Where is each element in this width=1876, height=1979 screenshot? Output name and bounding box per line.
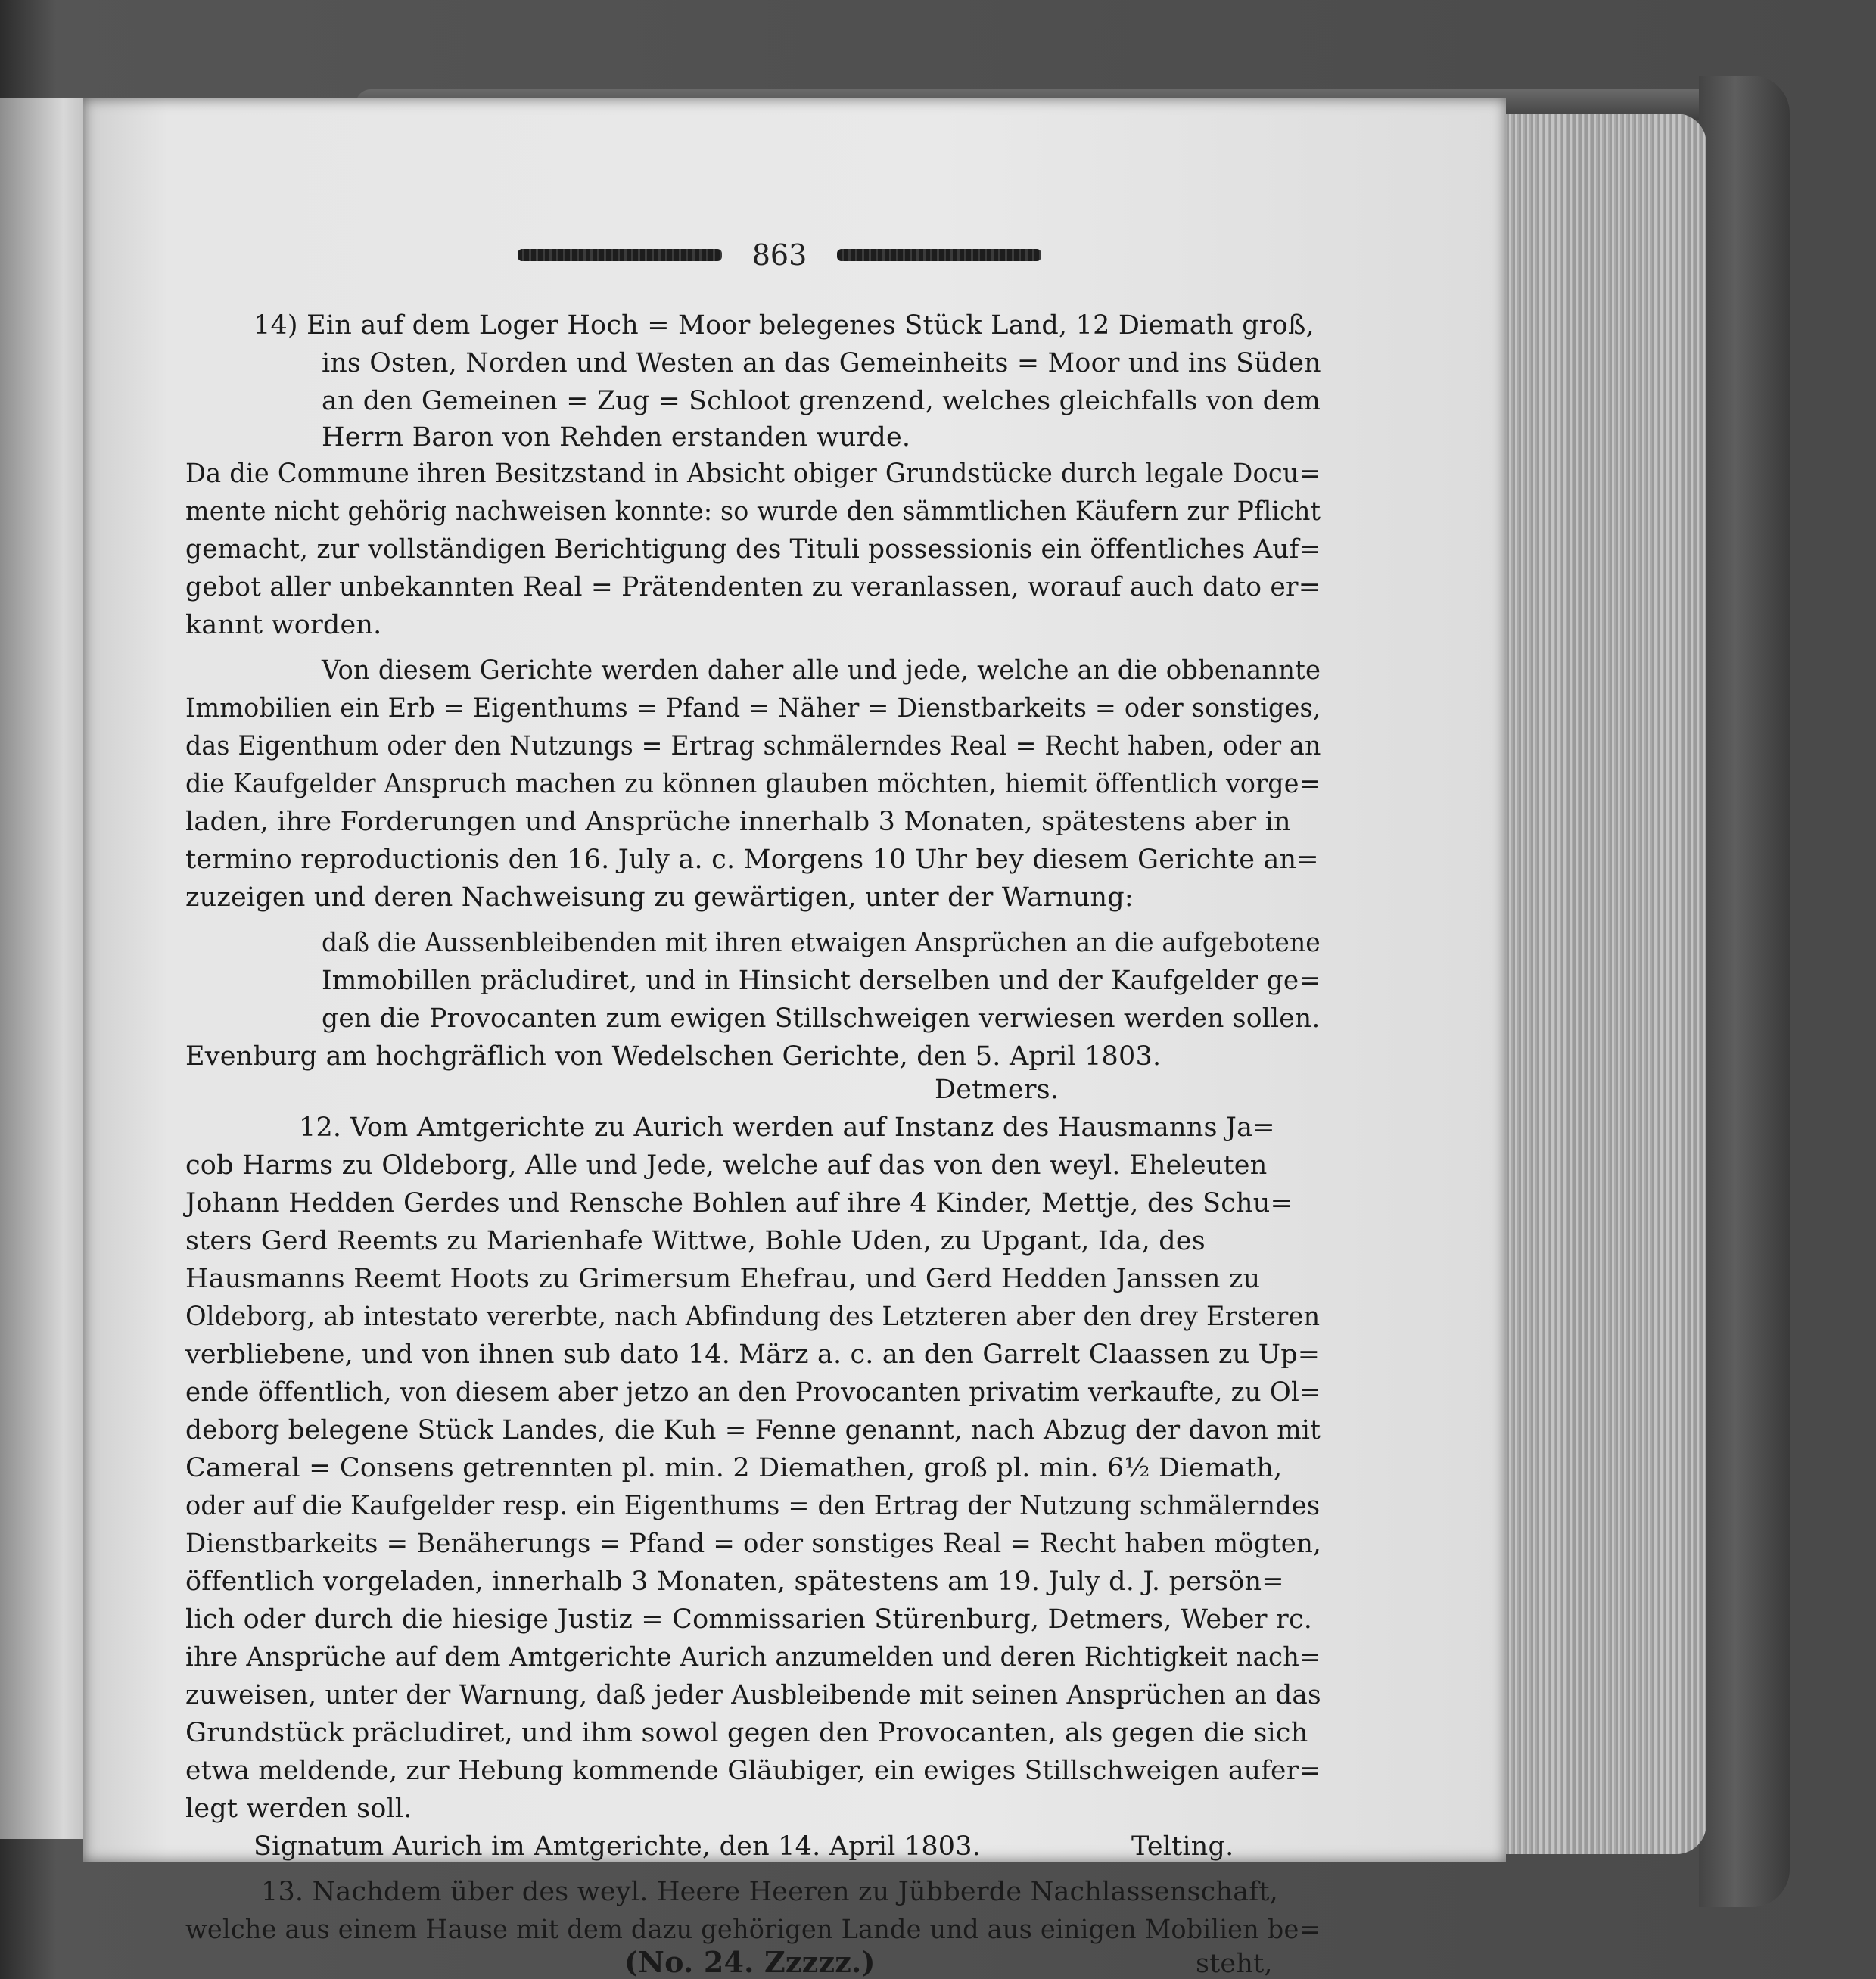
text-line: Signatum Aurich im Amtgerichte, den 14. April 1803. bbox=[254, 1831, 982, 1862]
page-header bbox=[499, 236, 1059, 274]
text-line: gebot aller unbekannten Real = Prätendenten zu veranlassen, worauf auch dato er= bbox=[185, 572, 1321, 602]
text-line: 14) Ein auf dem Loger Hoch = Moor belegenes Stück Land, 12 Diemath groß, bbox=[254, 310, 1314, 341]
text-line: oder auf die Kaufgelder resp. ein Eigenthums = den Ertrag der Nutzung schmälerndes bbox=[185, 1491, 1321, 1521]
catchword: steht, bbox=[1196, 1949, 1273, 1979]
text-line: an den Gemeinen = Zug = Schloot grenzend, welches gleichfalls von dem bbox=[322, 386, 1321, 416]
page-edges bbox=[1495, 114, 1706, 1854]
text-line: gemacht, zur vollständigen Berichtigung des Tituli possessionis ein öffentliches Auf= bbox=[185, 534, 1321, 565]
text-line: Von diesem Gerichte werden daher alle und jede, welche an die obbenannte bbox=[322, 655, 1321, 686]
text-line: zuweisen, unter der Warnung, daß jeder Ausbleibende mit seinen Ansprüchen an das bbox=[185, 1680, 1321, 1710]
text-line: sters Gerd Reemts zu Marienhafe Wittwe, Bohle Uden, zu Upgant, Ida, des bbox=[185, 1226, 1206, 1256]
text-line: verbliebene, und von ihnen sub dato 14. März a. c. an den Garrelt Claassen zu Up= bbox=[185, 1340, 1321, 1370]
text-line: lich oder durch die hiesige Justiz = Commissarien Stürenburg, Detmers, Weber rc. bbox=[185, 1604, 1313, 1635]
text-line: zuzeigen und deren Nachweisung zu gewärtigen, unter der Warnung: bbox=[185, 882, 1134, 913]
text-line: laden, ihre Forderungen und Ansprüche innerhalb 3 Monaten, spätestens aber in bbox=[185, 807, 1291, 837]
signature-detmers: Detmers. bbox=[935, 1075, 1059, 1105]
signature-mark: (No. 24. Zzzzz.) bbox=[624, 1945, 876, 1979]
header-rule-right bbox=[837, 249, 1041, 261]
text-line: Dienstbarkeits = Benäherungs = Pfand = oder sonstiges Real = Recht haben mögten, bbox=[185, 1529, 1322, 1559]
text-line: die Kaufgelder Anspruch machen zu können glauben möchten, hiemit öffentlich vorge= bbox=[185, 769, 1321, 799]
text-line: Hausmanns Reemt Hoots zu Grimersum Ehefrau, und Gerd Hedden Janssen zu bbox=[185, 1264, 1261, 1294]
text-line: mente nicht gehörig nachweisen konnte: so wurde den sämmtlichen Käufern zur Pflicht bbox=[185, 496, 1321, 527]
text-line: Immobillen präcludiret, und in Hinsicht derselben und der Kaufgelder ge= bbox=[322, 966, 1321, 996]
text-line: öffentlich vorgeladen, innerhalb 3 Monaten, spätestens am 19. July d. J. persön= bbox=[185, 1567, 1284, 1597]
text-line: Johann Hedden Gerdes und Rensche Bohlen auf ihre 4 Kinder, Mettje, des Schu= bbox=[185, 1188, 1293, 1218]
text-line: das Eigenthum oder den Nutzungs = Ertrag schmälerndes Real = Recht haben, oder an bbox=[185, 731, 1321, 761]
text-line: kannt worden. bbox=[185, 610, 382, 640]
text-line: deborg belegene Stück Landes, die Kuh = Fenne genannt, nach Abzug der davon mit bbox=[185, 1415, 1321, 1445]
text-line: Evenburg am hochgräflich von Wedelschen Gerichte, den 5. April 1803. bbox=[185, 1041, 1162, 1072]
text-line: Grundstück präcludiret, und ihm sowol gegen den Provocanten, als gegen die sich bbox=[185, 1718, 1308, 1748]
text-line: ihre Ansprüche auf dem Amtgerichte Aurich anzumelden und deren Richtigkeit nach= bbox=[185, 1642, 1321, 1673]
text-line: etwa meldende, zur Hebung kommende Gläubiger, ein ewiges Stillschweigen aufer= bbox=[185, 1756, 1321, 1786]
text-line: cob Harms zu Oldeborg, Alle und Jede, welche auf das von den weyl. Eheleuten bbox=[185, 1150, 1268, 1181]
text-line: gen die Provocanten zum ewigen Stillschweigen verwiesen werden sollen. bbox=[322, 1004, 1321, 1034]
header-rule-left bbox=[518, 249, 722, 261]
text-line: Immobilien ein Erb = Eigenthums = Pfand = Näher = Dienstbarkeits = oder sonstiges, bbox=[185, 693, 1321, 723]
text-line: Da die Commune ihren Besitzstand in Absicht obiger Grundstücke durch legale Docu= bbox=[185, 459, 1321, 489]
text-line: 12. Vom Amtgerichte zu Aurich werden auf Instanz des Hausmanns Ja= bbox=[299, 1112, 1275, 1143]
text-line: daß die Aussenbleibenden mit ihren etwaigen Ansprüchen an die aufgebotene bbox=[322, 928, 1321, 958]
signature-telting: Telting. bbox=[1131, 1831, 1234, 1862]
text-line: termino reproductionis den 16. July a. c. Morgens 10 Uhr bey diesem Gerichte an= bbox=[185, 845, 1319, 875]
text-line: Herrn Baron von Rehden erstanden wurde. bbox=[322, 422, 911, 453]
text-line: welche aus einem Hause mit dem dazu gehörigen Lande und aus einigen Mobilien be= bbox=[185, 1915, 1321, 1945]
page-number: 863 bbox=[751, 238, 807, 272]
text-line: 13. Nachdem über des weyl. Heere Heeren zu Jübberde Nachlassenschaft, bbox=[261, 1877, 1279, 1907]
text-line: ins Osten, Norden und Westen an das Gemeinheits = Moor und ins Süden bbox=[322, 348, 1321, 378]
text-line: legt werden soll. bbox=[185, 1794, 412, 1824]
left-page-edge bbox=[0, 98, 91, 1839]
text-line: ende öffentlich, von diesem aber jetzo an den Provocanten privatim verkaufte, zu Ol= bbox=[185, 1377, 1321, 1408]
book-cover-right bbox=[1699, 76, 1790, 1907]
text-line: Cameral = Consens getrennten pl. min. 2 Diemathen, groß pl. min. 6½ Diemath, bbox=[185, 1453, 1283, 1483]
text-line: Oldeborg, ab intestato vererbte, nach Abfindung des Letzteren aber den drey Ersteren bbox=[185, 1302, 1321, 1332]
